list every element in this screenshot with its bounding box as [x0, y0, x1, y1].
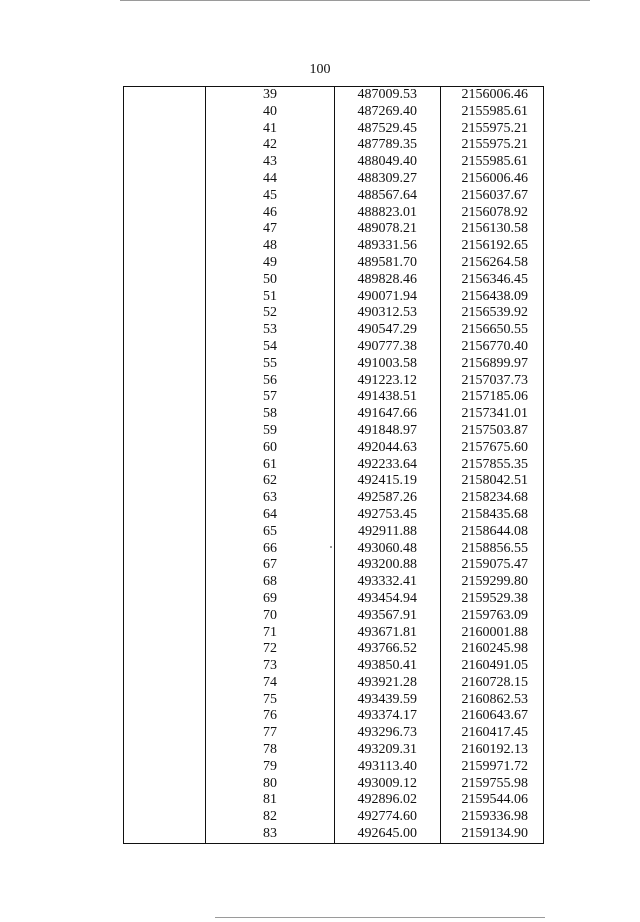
table-row [124, 541, 544, 558]
table-row [124, 255, 544, 272]
x-coordinate-cell: 489828.46 [335, 272, 441, 289]
table-row [124, 507, 544, 524]
table-row [124, 440, 544, 457]
x-coordinate-cell: 493439.59 [335, 692, 441, 709]
table-row [124, 406, 544, 423]
y-coordinate-cell: 2157185.06 [461, 389, 528, 405]
point-number-cell: 78 [206, 742, 335, 759]
point-number-cell: 44 [206, 171, 335, 188]
table-row [124, 104, 544, 121]
table-row [124, 137, 544, 154]
point-number-cell: 82 [206, 809, 335, 826]
y-coordinate-cell: 2155985.61 [461, 154, 528, 170]
table-row [124, 305, 544, 322]
blank-cell [124, 708, 206, 725]
point-number-cell: 66 [206, 541, 335, 558]
y-coordinate-cell: 2157503.87 [461, 422, 528, 438]
table-row [124, 389, 544, 406]
y-coordinate-cell: 2155985.61 [461, 103, 528, 119]
table-row [124, 205, 544, 222]
blank-cell [124, 121, 206, 138]
x-coordinate-cell: 493374.17 [335, 708, 441, 725]
scan-edge-bottom [215, 917, 545, 918]
y-coordinate-cell: 2156438.09 [461, 288, 528, 304]
x-coordinate-cell: 488309.27 [335, 171, 441, 188]
y-coordinate-cell: 2156006.46 [461, 87, 528, 102]
y-coordinate-cell: 2160192.13 [461, 742, 528, 758]
y-coordinate-cell: 2159763.09 [461, 607, 528, 623]
blank-cell [124, 137, 206, 154]
point-number-cell: 50 [206, 272, 335, 289]
y-coordinate-cell: 2157341.01 [461, 406, 528, 422]
x-coordinate-cell: 493200.88 [335, 557, 441, 574]
table-row [124, 322, 544, 339]
y-coordinate-cell: 2155975.21 [461, 120, 528, 136]
point-number-cell: 67 [206, 557, 335, 574]
point-number-cell: 41 [206, 121, 335, 138]
point-number-cell: 69 [206, 591, 335, 608]
y-coordinate-cell: 2160245.98 [461, 641, 528, 657]
blank-cell [124, 423, 206, 440]
point-number-cell: 59 [206, 423, 335, 440]
blank-cell [124, 373, 206, 390]
point-number-cell: 60 [206, 440, 335, 457]
point-number-cell: 83 [206, 826, 335, 843]
blank-cell [124, 154, 206, 171]
x-coordinate-cell: 493567.91 [335, 608, 441, 625]
point-number-cell: 52 [206, 305, 335, 322]
x-coordinate-cell: 493009.12 [335, 776, 441, 793]
blank-cell [124, 104, 206, 121]
point-number-cell: 57 [206, 389, 335, 406]
point-number-cell: 77 [206, 725, 335, 742]
x-coordinate-cell: 491647.66 [335, 406, 441, 423]
blank-cell [124, 289, 206, 306]
x-coordinate-cell: 490777.38 [335, 339, 441, 356]
point-number-cell: 55 [206, 356, 335, 373]
point-number-cell: 46 [206, 205, 335, 222]
y-coordinate-cell: 2156264.58 [461, 254, 528, 270]
blank-cell [124, 171, 206, 188]
x-coordinate-cell: 490312.53 [335, 305, 441, 322]
blank-cell [124, 507, 206, 524]
table-row [124, 154, 544, 171]
table-row [124, 457, 544, 474]
coordinates-table-body [124, 87, 544, 844]
x-coordinate-cell: 491848.97 [335, 423, 441, 440]
table-row [124, 473, 544, 490]
x-coordinate-cell: 493332.41 [335, 574, 441, 591]
point-number-cell: 71 [206, 625, 335, 642]
blank-cell [124, 692, 206, 709]
scan-speck [330, 546, 332, 548]
blank-cell [124, 658, 206, 675]
y-coordinate-cell: 2159336.98 [461, 809, 528, 825]
blank-cell [124, 490, 206, 507]
point-number-cell: 61 [206, 457, 335, 474]
y-coordinate-cell: 2157037.73 [461, 372, 528, 388]
x-coordinate-cell: 487009.53 [335, 87, 441, 104]
x-coordinate-cell: 490071.94 [335, 289, 441, 306]
blank-cell [124, 574, 206, 591]
blank-cell [124, 238, 206, 255]
y-coordinate-cell: 2156130.58 [461, 221, 528, 237]
table-row [124, 238, 544, 255]
point-number-cell: 65 [206, 524, 335, 541]
table-row [124, 809, 544, 826]
point-number-cell: 42 [206, 137, 335, 154]
blank-cell [124, 255, 206, 272]
point-number-cell: 80 [206, 776, 335, 793]
x-coordinate-cell: 490547.29 [335, 322, 441, 339]
blank-cell [124, 221, 206, 238]
x-coordinate-cell: 487789.35 [335, 137, 441, 154]
blank-cell [124, 87, 206, 104]
table-row [124, 776, 544, 793]
point-number-cell: 51 [206, 289, 335, 306]
point-number-cell: 58 [206, 406, 335, 423]
y-coordinate-cell: 2159971.72 [461, 758, 528, 774]
table-row [124, 339, 544, 356]
blank-cell [124, 809, 206, 826]
y-coordinate-cell: 2159529.38 [461, 590, 528, 606]
blank-cell [124, 524, 206, 541]
y-coordinate-cell: 2160491.05 [461, 658, 528, 674]
point-number-cell: 76 [206, 708, 335, 725]
point-number-cell: 75 [206, 692, 335, 709]
point-number-cell: 64 [206, 507, 335, 524]
y-coordinate-cell: 2158234.68 [461, 490, 528, 506]
blank-cell [124, 759, 206, 776]
table-row [124, 373, 544, 390]
table-row [124, 356, 544, 373]
table-row [124, 591, 544, 608]
blank-cell [124, 305, 206, 322]
table-row [124, 759, 544, 776]
x-coordinate-cell: 487529.45 [335, 121, 441, 138]
point-number-cell: 72 [206, 641, 335, 658]
x-coordinate-cell: 489078.21 [335, 221, 441, 238]
blank-cell [124, 826, 206, 843]
table-row [124, 692, 544, 709]
x-coordinate-cell: 491223.12 [335, 373, 441, 390]
y-coordinate-cell: 2157675.60 [461, 439, 528, 455]
x-coordinate-cell: 487269.40 [335, 104, 441, 121]
point-number-cell: 53 [206, 322, 335, 339]
x-coordinate-cell: 493209.31 [335, 742, 441, 759]
table-row [124, 221, 544, 238]
y-coordinate-cell: 2160417.45 [461, 725, 528, 741]
page-number: 100 [309, 62, 331, 77]
table-row [124, 171, 544, 188]
point-number-cell: 73 [206, 658, 335, 675]
x-coordinate-cell: 492645.00 [335, 826, 441, 843]
y-coordinate-cell: 2158435.68 [461, 506, 528, 522]
point-number-cell: 56 [206, 373, 335, 390]
y-coordinate-cell: 2156539.92 [461, 305, 528, 321]
table-row [124, 625, 544, 642]
table-row [124, 121, 544, 138]
point-number-cell: 43 [206, 154, 335, 171]
point-number-cell: 54 [206, 339, 335, 356]
point-number-cell: 39 [206, 87, 335, 104]
blank-cell [124, 272, 206, 289]
x-coordinate-cell: 493296.73 [335, 725, 441, 742]
blank-cell [124, 675, 206, 692]
y-coordinate-cell: 2160862.53 [461, 691, 528, 707]
blank-cell [124, 792, 206, 809]
blank-cell [124, 557, 206, 574]
blank-cell [124, 591, 206, 608]
x-coordinate-cell: 492587.26 [335, 490, 441, 507]
x-coordinate-cell: 491003.58 [335, 356, 441, 373]
y-coordinate-cell: 2158042.51 [461, 473, 528, 489]
x-coordinate-cell: 491438.51 [335, 389, 441, 406]
table-row [124, 272, 544, 289]
blank-cell [124, 473, 206, 490]
point-number-cell: 74 [206, 675, 335, 692]
x-coordinate-cell: 493454.94 [335, 591, 441, 608]
y-coordinate-cell: 2160728.15 [461, 674, 528, 690]
x-coordinate-cell: 493921.28 [335, 675, 441, 692]
y-coordinate-cell: 2159299.80 [461, 574, 528, 590]
point-number-cell: 63 [206, 490, 335, 507]
y-coordinate-cell: 2156899.97 [461, 355, 528, 371]
table-row [124, 87, 544, 104]
x-coordinate-cell: 493766.52 [335, 641, 441, 658]
blank-cell [124, 725, 206, 742]
y-coordinate-cell: 2155975.21 [461, 137, 528, 153]
blank-cell [124, 625, 206, 642]
x-coordinate-cell: 493850.41 [335, 658, 441, 675]
blank-cell [124, 205, 206, 222]
table-row [124, 490, 544, 507]
y-coordinate-cell: 2157855.35 [461, 456, 528, 472]
blank-cell [124, 608, 206, 625]
blank-cell [124, 356, 206, 373]
table-row [124, 423, 544, 440]
table-row [124, 708, 544, 725]
y-coordinate-cell: 2160643.67 [461, 708, 528, 724]
y-coordinate-cell: 2156650.55 [461, 322, 528, 338]
point-number-cell: 49 [206, 255, 335, 272]
blank-cell [124, 641, 206, 658]
x-coordinate-cell: 489581.70 [335, 255, 441, 272]
blank-cell [124, 406, 206, 423]
point-number-cell: 62 [206, 473, 335, 490]
x-coordinate-cell: 493113.40 [335, 759, 441, 776]
table-row [124, 792, 544, 809]
blank-cell [124, 776, 206, 793]
table-row [124, 608, 544, 625]
y-coordinate-cell: 2156770.40 [461, 338, 528, 354]
point-number-cell: 70 [206, 608, 335, 625]
x-coordinate-cell: 489331.56 [335, 238, 441, 255]
point-number-cell: 79 [206, 759, 335, 776]
x-coordinate-cell: 492415.19 [335, 473, 441, 490]
table-row [124, 725, 544, 742]
point-number-cell: 81 [206, 792, 335, 809]
x-coordinate-cell: 492911.88 [335, 524, 441, 541]
x-coordinate-cell: 488823.01 [335, 205, 441, 222]
y-coordinate-cell: 2156192.65 [461, 238, 528, 254]
scan-edge-top [120, 0, 590, 1]
coordinates-table [123, 86, 544, 844]
blank-cell [124, 188, 206, 205]
table-row [124, 826, 544, 843]
x-coordinate-cell: 492044.63 [335, 440, 441, 457]
x-coordinate-cell: 493671.81 [335, 625, 441, 642]
x-coordinate-cell: 488049.40 [335, 154, 441, 171]
blank-cell [124, 389, 206, 406]
point-number-cell: 45 [206, 188, 335, 205]
y-coordinate-cell: 2159134.90 [461, 826, 528, 842]
x-coordinate-cell: 492233.64 [335, 457, 441, 474]
table-row [124, 557, 544, 574]
y-coordinate-cell: 2159075.47 [461, 557, 528, 573]
blank-cell [124, 742, 206, 759]
table-row [124, 641, 544, 658]
point-number-cell: 48 [206, 238, 335, 255]
blank-cell [124, 541, 206, 558]
table-row [124, 574, 544, 591]
x-coordinate-cell: 492896.02 [335, 792, 441, 809]
x-coordinate-cell: 488567.64 [335, 188, 441, 205]
blank-cell [124, 440, 206, 457]
y-coordinate-cell: 2156037.67 [461, 187, 528, 203]
blank-cell [124, 457, 206, 474]
y-coordinate-cell: 2158856.55 [461, 540, 528, 556]
y-coordinate-cell: 2160001.88 [461, 624, 528, 640]
table-row [124, 524, 544, 541]
y-coordinate-cell: 2156346.45 [461, 271, 528, 287]
table-row [124, 742, 544, 759]
y-coordinate-cell: 2156006.46 [461, 170, 528, 186]
table-row [124, 188, 544, 205]
table-row [124, 658, 544, 675]
point-number-cell: 40 [206, 104, 335, 121]
blank-cell [124, 322, 206, 339]
y-coordinate-cell: 2156078.92 [461, 204, 528, 220]
x-coordinate-cell: 492774.60 [335, 809, 441, 826]
table-row [124, 289, 544, 306]
x-coordinate-cell: 492753.45 [335, 507, 441, 524]
blank-cell [124, 339, 206, 356]
point-number-cell: 68 [206, 574, 335, 591]
table-row [124, 675, 544, 692]
y-coordinate-cell: 2158644.08 [461, 523, 528, 539]
x-coordinate-cell: 493060.48 [335, 541, 441, 558]
point-number-cell: 47 [206, 221, 335, 238]
y-coordinate-cell: 2159544.06 [461, 792, 528, 808]
y-coordinate-cell: 2159755.98 [461, 775, 528, 791]
